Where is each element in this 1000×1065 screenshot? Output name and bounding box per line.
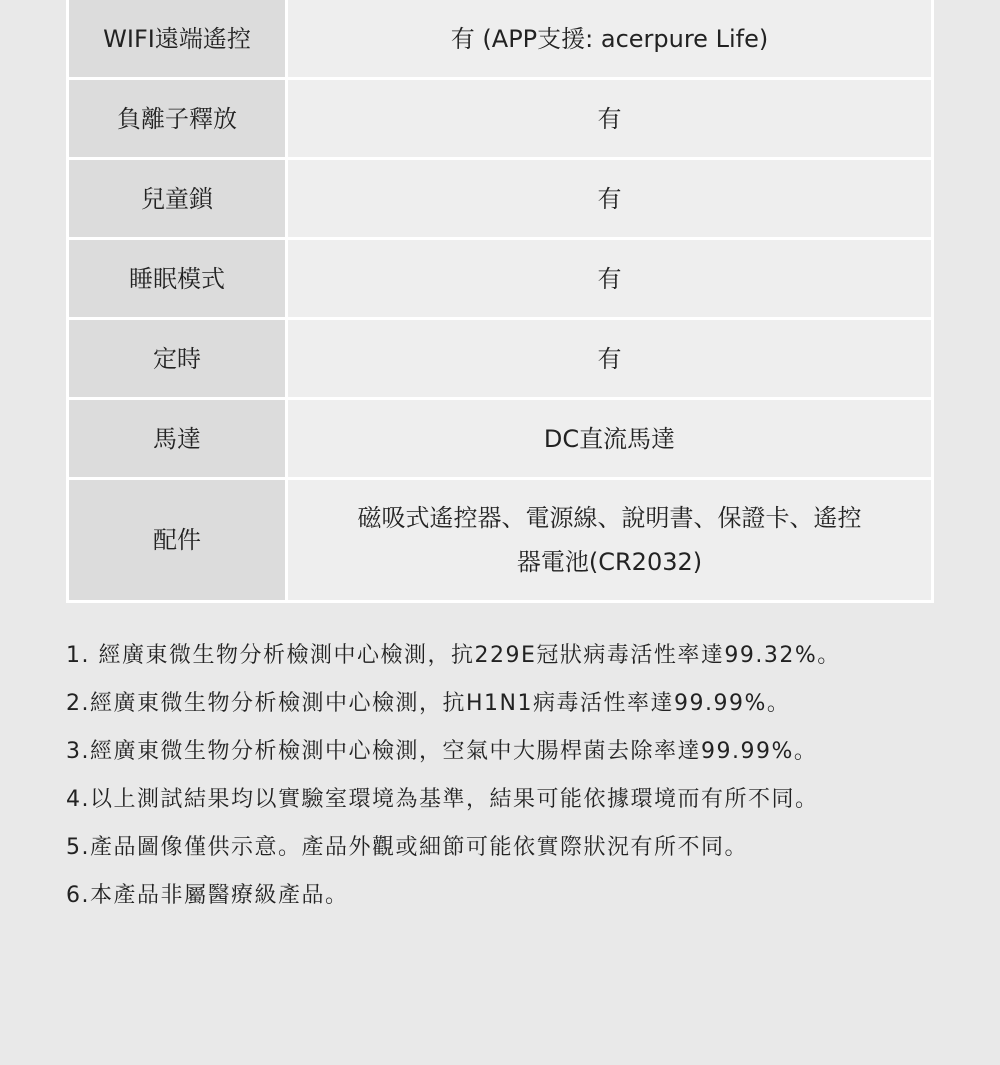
footnote-item: 1. 經廣東微生物分析檢測中心檢測，抗229E冠狀病毒活性率達99.32%。 <box>66 643 841 668</box>
spec-value <box>287 479 933 602</box>
spec-label: 定時 <box>68 319 287 399</box>
footnote-item: 4.以上測試結果均以實驗室環境為基準，結果可能依據環境而有所不同。 <box>66 787 819 812</box>
spec-row-sleep-mode <box>68 239 933 319</box>
spec-value: 有 <box>287 239 933 319</box>
spec-row-child-lock <box>68 159 933 239</box>
footnote-item: 6.本產品非屬醫療級產品。 <box>66 883 349 908</box>
spec-label: 負離子釋放 <box>68 79 287 159</box>
spec-row-accessories <box>68 479 933 602</box>
spec-table <box>66 0 934 603</box>
spec-value-line: 磁吸式遙控器、電源線、說明書、保證卡、遙控 <box>357 504 862 532</box>
spec-row-timer <box>68 319 933 399</box>
spec-label: 兒童鎖 <box>68 159 287 239</box>
spec-label: 睡眠模式 <box>68 239 287 319</box>
spec-row-motor <box>68 399 933 479</box>
spec-value-line: 器電池(CR2032) <box>516 548 703 576</box>
spec-value: 有 <box>287 79 933 159</box>
spec-label: WIFI遠端遙控 <box>68 0 287 79</box>
spec-value: 有 <box>287 159 933 239</box>
spec-label: 馬達 <box>68 399 287 479</box>
spec-value: 有 <box>287 319 933 399</box>
footnote-item: 5.產品圖像僅供示意。產品外觀或細節可能依實際狀況有所不同。 <box>66 835 748 860</box>
footnote-item: 3.經廣東微生物分析檢測中心檢測，空氣中大腸桿菌去除率達99.99%。 <box>66 739 818 764</box>
footnote-item: 2.經廣東微生物分析檢測中心檢測，抗H1N1病毒活性率達99.99%。 <box>66 691 791 716</box>
spec-row-negative-ion <box>68 79 933 159</box>
footnotes <box>66 632 946 920</box>
spec-row-wifi <box>68 0 933 79</box>
spec-value: 有 (APP支援: acerpure Life) <box>287 0 933 79</box>
spec-label: 配件 <box>68 479 287 602</box>
spec-value: DC直流馬達 <box>287 399 933 479</box>
